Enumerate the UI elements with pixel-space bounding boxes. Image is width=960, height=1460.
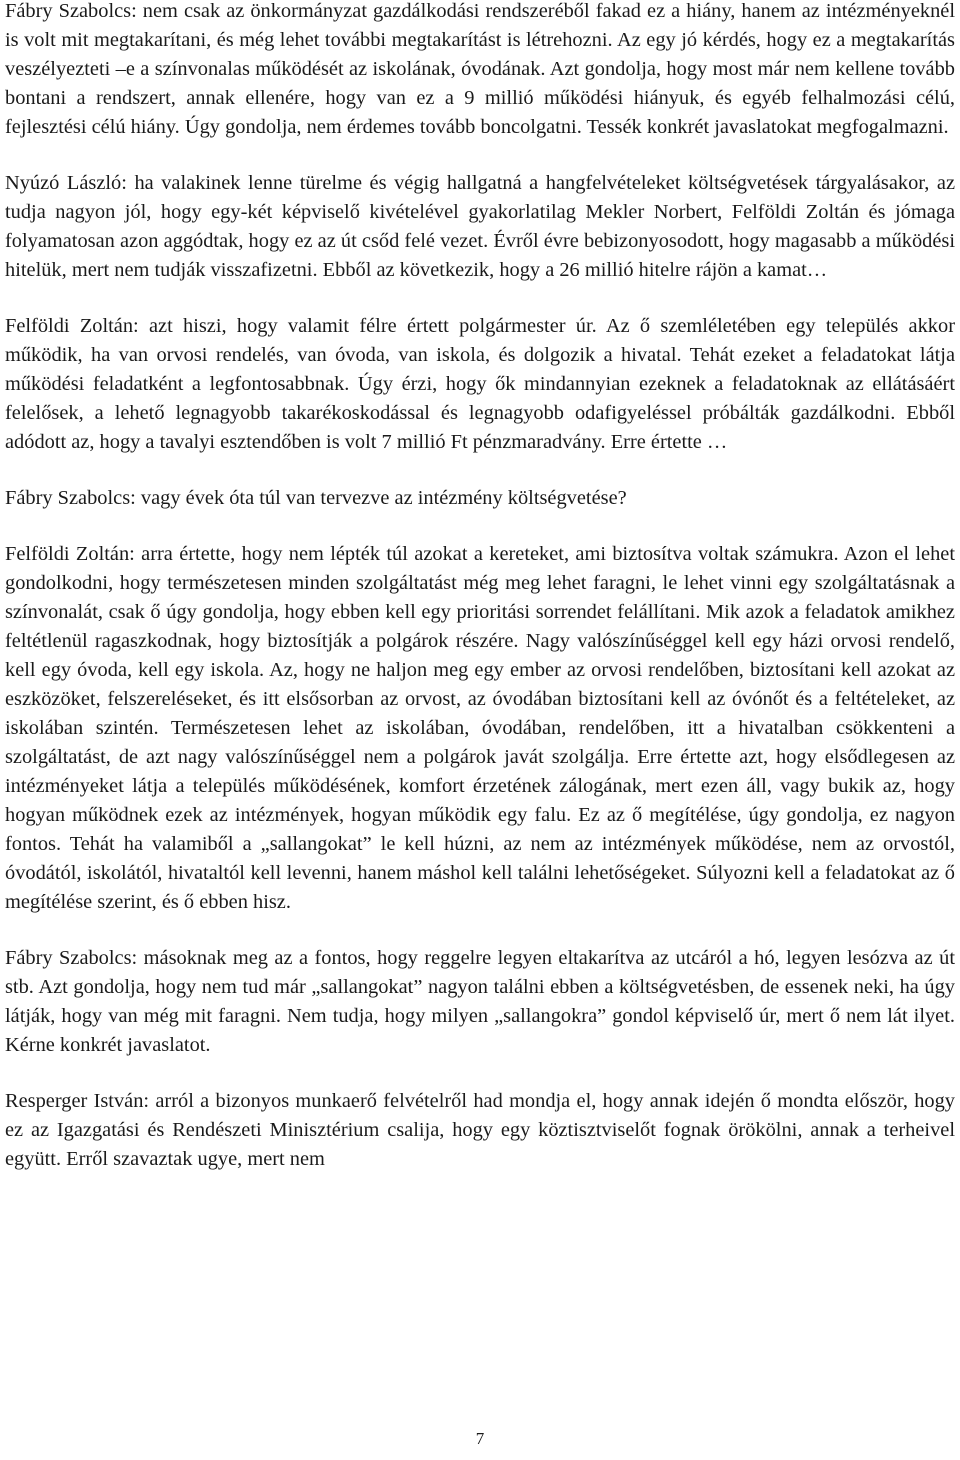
paragraph-fabry-2: Fábry Szabolcs: vagy évek óta túl van tervezve az intézmény költségvetése? <box>5 487 627 509</box>
document-page <box>5 0 955 1201</box>
page-number: 7 <box>475 1429 485 1448</box>
paragraph-nyuzo: Nyúzó László: ha valakinek lenne türelme és végig hallgatná a hangfelvételeket költségvetések tárgyalásakor, az tudja nagyon jól, hogy egy-két képviselő kivételével gyakorlatilag Mekler Norbert, Felföldi Zoltán és jómaga folyamatosan azon aggódtak, hogy ez az út csőd felé vezet. Évről évre bebizonyosodott, hogy magasabb a működési hitelük, mert nem tudják visszafizetni. Ebből az következik, hogy a 26 millió hitelre rájön a kamat… <box>5 172 955 281</box>
paragraph-resperger: Resperger István: arról a bizonyos munkaerő felvételről had mondja el, hogy annak idején ő mondta először, hogy ez az Igazgatási és Rendészeti Minisztérium csalija, hogy egy köztisztviselőt fognak örökölni, annak a terheivel együtt. Erről szavaztak ugye, mert nem <box>5 1090 955 1170</box>
paragraph-fabry-1: Fábry Szabolcs: nem csak az önkormányzat gazdálkodási rendszeréből fakad ez a hiány, hanem az intézményeknél is volt mit megtakarítani, és még lehet további megtakarítást is létrehozni. Az egy jó kérdés, hogy ez a megtakarítás veszélyezteti –e a színvonalas működését az iskolának, óvodának. Azt gondolja, hogy most már nem kellene tovább bontani a rendszert, annak ellenére, hogy van ez a 9 millió működési hiányuk, és egyéb felhalmozási célú, fejlesztési célú hiány. Úgy gondolja, nem érdemes tovább boncolgatni. Tessék konkrét javaslatokat megfogalmazni. <box>5 0 955 138</box>
paragraph-felfoldi-1: Felföldi Zoltán: azt hiszi, hogy valamit félre értett polgármester úr. Az ő szemléletében egy település akkor működik, ha van orvosi rendelés, van óvoda, van iskola, és dolgozik a hivatal. Tehát ezeket a feladatokat látja működési feladatként a legfontosabbnak. Úgy érzi, hogy ők mindannyian ezeknek a feladatoknak az ellátásáért felelősek, a lehető legnagyobb takarékoskodással és legnagyobb odafigyeléssel próbálták gazdálkodni. Ebből adódott az, hogy a tavalyi esztendőben is volt 7 millió Ft pénzmaradvány. Erre értette … <box>5 315 955 453</box>
paragraph-felfoldi-2: Felföldi Zoltán: arra értette, hogy nem lépték túl azokat a kereteket, ami biztosítva voltak számukra. Azon el lehet gondolkodni, hogy természetesen minden szolgáltatást még meg lehet faragni, le lehet vinni egy szolgáltatásnak a színvonalát, csak ő úgy gondolja, hogy ebben kell egy prioritási sorrendet felállítani. Mik azok a feladatok amikhez feltétlenül ragaszkodnak, hogy biztosítják a polgárok részére. Nagy valószínűséggel kell egy házi orvosi rendelő, kell egy óvoda, kell egy iskola. Az, hogy ne haljon meg egy ember az orvosi rendelőben, biztosítani kell azokat az eszközöket, felszereléseket, és itt elsősorban az orvost, az óvodában biztosítani kell az óvónőt és a feltételeket, az iskolában szintén. Természetesen lehet az iskolában, óvodában, rendelőben, itt a hivatalban csökkenteni a szolgáltatást, de azt nagy valószínűséggel nem a polgárok javát szolgálja. Erre értette azt, hogy elsődlegesen az intézményeket látja a település működésének, komfort érzetének zálogának, mert ezen áll, vagy bukik az, hogy hogyan működnek ezek az intézmények, hogyan működik egy falu. Ez az ő megítélése, úgy gondolja, ez nagyon fontos. Tehát ha valamiből a „sallangokat” le kell húzni, az nem az intézmények működése, nem az orvostól, óvodától, iskolától, hivataltól kell levenni, hanem máshol kell találni lehetőségeket. Súlyozni kell a feladatokat az ő megítélése szerint, és ő ebben hisz. <box>5 543 955 913</box>
paragraph-fabry-3: Fábry Szabolcs: másoknak meg az a fontos, hogy reggelre legyen eltakarítva az utcáról a hó, legyen lesózva az út stb. Azt gondolja, hogy nem tud már „sallangokat” nagyon találni ebben a költségvetésben, de essenek neki, ha úgy látják, hogy van még mit faragni. Nem tudja, hogy milyen „sallangokra” gondol képviselő úr, mert ő nem lát ilyet. Kérne konkrét javaslatot. <box>5 947 955 1056</box>
